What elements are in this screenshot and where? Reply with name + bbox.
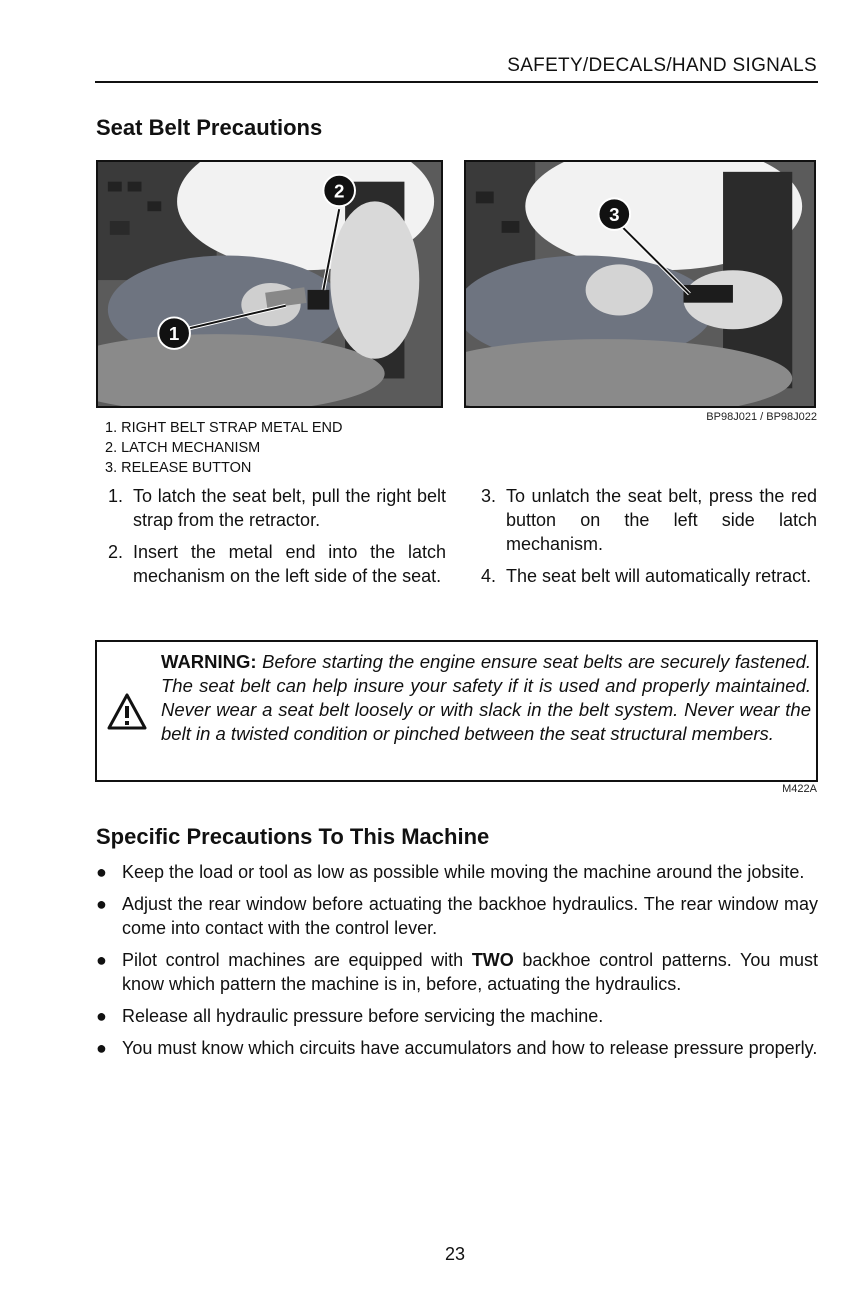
step-text: Insert the metal end into the latch mechanism on the left side of the seat. [133,542,446,586]
list-item-text: You must know which circuits have accumulators and how to release pressure properly. [122,1038,818,1058]
page-number: 23 [444,1244,466,1264]
callout-3-icon [598,198,630,229]
emphasis-two: TWO [471,950,514,970]
warning-text-block [161,650,811,746]
step-item [481,564,817,588]
warning-code: M422A [782,783,817,795]
step-number: 4. [481,566,497,586]
step-text: The seat belt will automatically retract. [506,566,812,586]
warning-message: Before starting the engine ensure seat belts are securely fastened. The seat belt can help insure your safety if it is used and properly maintained. Never wear a seat belt loosely or with slack in the belt system. Never wear the belt in a twisted condition or pinched between the seat structural members. [161,651,811,744]
bullet-icon: ● [96,1038,107,1058]
step-item [108,484,446,532]
legend-item: 3. RELEASE BUTTON [105,460,252,476]
bullet-icon: ● [96,894,107,914]
warning-box [95,640,818,782]
svg-text:1: 1 [168,323,180,345]
step-text: To unlatch the seat belt, press the red button on the left side latch mechanism. [506,486,817,554]
list-item-text: Adjust the rear window before actuating the backhoe hydraulics. The rear window may come into contact with the control lever. [122,894,818,938]
section-header: SAFETY/DECALS/HAND SIGNALS [507,55,817,76]
list-item-text: Pilot control machines are equipped with TWO backhoe control patterns. You must know which pattern the machine is in, before, actuating the hydraulics. [122,950,819,994]
step-number: 2. [108,542,124,562]
bullet-icon: ● [96,1006,107,1026]
steps-right-column [481,484,817,596]
bullet-icon: ● [96,950,107,970]
legend-item: 1. RIGHT BELT STRAP METAL END [105,420,343,436]
figure-legend [105,418,342,478]
step-number: 3. [481,486,497,506]
step-item [481,484,817,556]
list-item [96,860,818,884]
list-item [96,1036,818,1060]
list-item [96,1004,818,1028]
list-item-text: Release all hydraulic pressure before servicing the machine. [122,1006,604,1026]
svg-text:2: 2 [333,180,345,202]
warning-label: WARNING: [161,651,257,672]
list-item [96,892,818,940]
bullet-icon: ● [96,862,107,882]
steps-left-column [108,484,446,596]
precautions-list [96,860,818,1068]
list-item [96,948,818,996]
legend-item: 2. LATCH MECHANISM [105,440,261,456]
warning-triangle-icon [107,692,147,732]
photo-release-belt [464,160,816,408]
step-item [108,540,446,588]
figure-code: BP98J021 / BP98J022 [706,411,817,423]
specific-precautions-heading: Specific Precautions To This Machine [96,824,490,849]
step-text: To latch the seat belt, pull the right belt strap from the retractor. [133,486,446,530]
header-rule [95,81,818,83]
photo-latch-belt [96,160,443,408]
callout-2-icon [323,175,355,206]
list-item-text: Keep the load or tool as low as possible while moving the machine around the jobsite. [122,862,805,882]
svg-text:3: 3 [609,204,620,226]
step-number: 1. [108,486,124,506]
callout-1-icon [158,317,190,348]
seat-belt-heading: Seat Belt Precautions [96,115,323,140]
